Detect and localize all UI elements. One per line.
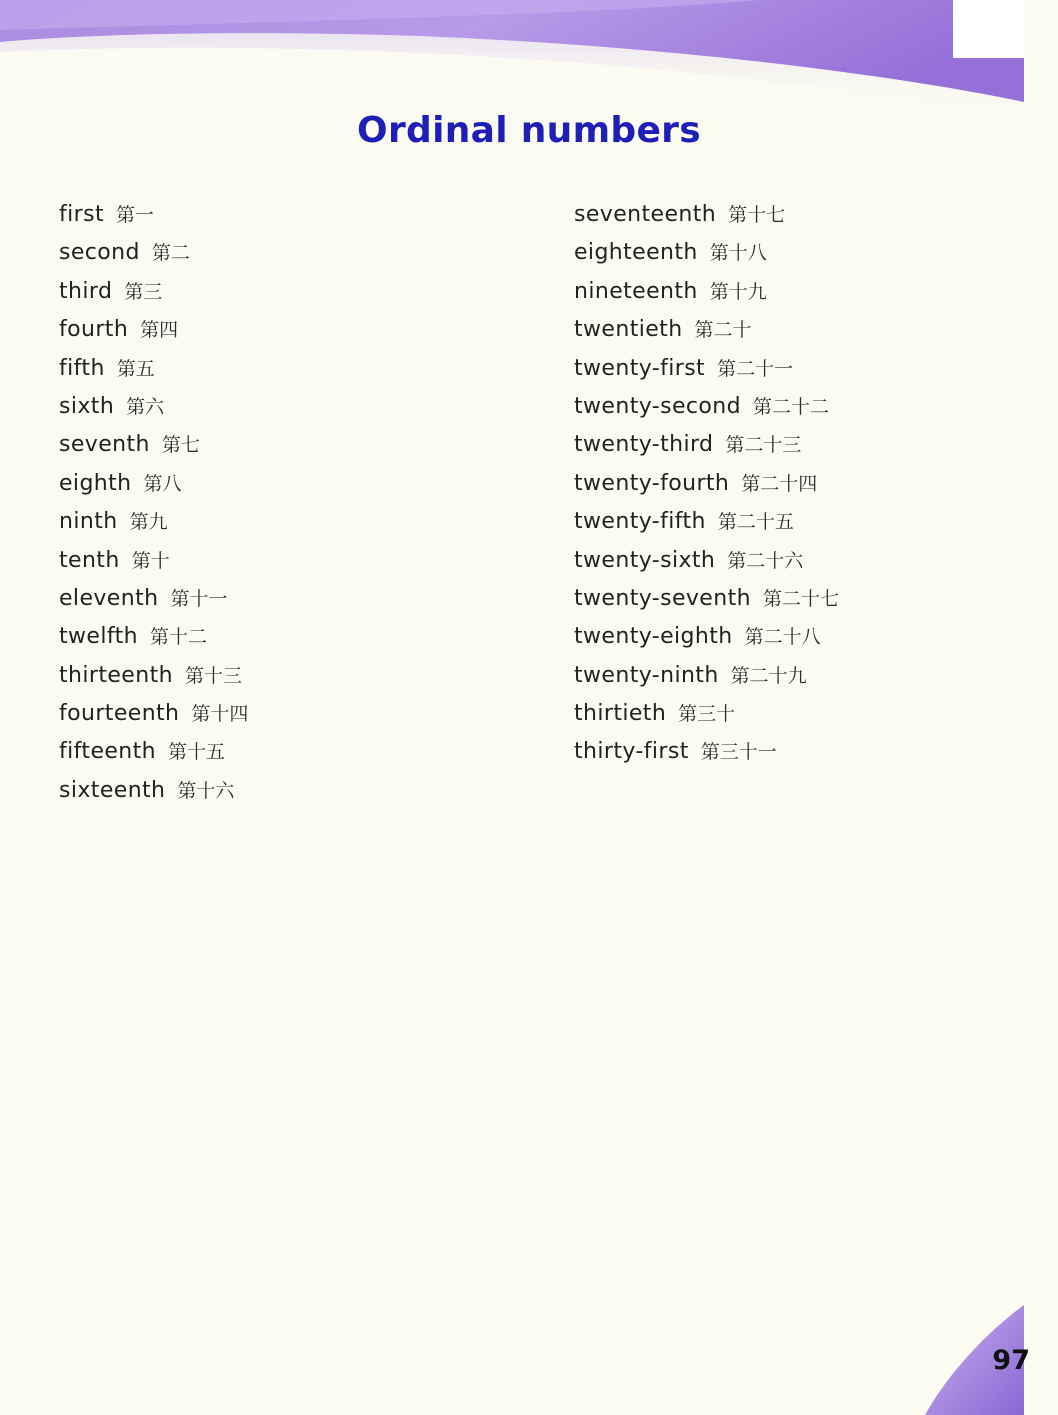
ordinal-chinese: 第十四 bbox=[191, 703, 249, 726]
ordinal-english: seventeenth bbox=[574, 202, 717, 227]
ordinal-chinese: 第十七 bbox=[728, 204, 786, 226]
ordinal-chinese: 第六 bbox=[126, 395, 165, 418]
ordinal-english: twenty-sixth bbox=[574, 547, 716, 573]
ordinal-chinese: 第三十一 bbox=[700, 741, 777, 764]
ordinal-entry bbox=[574, 657, 839, 695]
ordinal-english: sixth bbox=[59, 393, 115, 419]
ordinal-chinese: 第十二 bbox=[150, 626, 208, 649]
ordinal-english: tenth bbox=[59, 547, 120, 573]
ordinal-entry bbox=[59, 542, 248, 580]
ordinal-english: eighth bbox=[59, 470, 132, 496]
ordinal-chinese: 第二十三 bbox=[725, 434, 802, 457]
ordinal-english: thirtieth bbox=[574, 701, 667, 727]
ordinal-entry bbox=[574, 350, 839, 388]
ordinal-chinese: 第四 bbox=[140, 319, 179, 342]
ordinal-entry bbox=[59, 772, 248, 810]
ordinal-entry bbox=[59, 311, 248, 349]
ordinal-chinese: 第二十八 bbox=[744, 626, 821, 649]
ordinal-entry bbox=[59, 618, 248, 656]
ordinal-entry bbox=[574, 503, 839, 541]
ordinal-entry bbox=[59, 196, 248, 234]
ordinal-english: twenty-ninth bbox=[574, 662, 719, 688]
ordinal-english: twelfth bbox=[59, 624, 138, 650]
page-title: Ordinal numbers bbox=[357, 110, 701, 151]
ordinal-chinese: 第二十 bbox=[694, 319, 752, 342]
ordinal-entry bbox=[574, 234, 839, 272]
ordinal-entry bbox=[574, 618, 839, 656]
ordinal-chinese: 第二十九 bbox=[730, 664, 807, 687]
ordinal-english: twenty-first bbox=[574, 355, 706, 381]
ordinal-entry bbox=[59, 388, 248, 426]
ordinal-entry bbox=[59, 234, 248, 272]
ordinal-chinese: 第十五 bbox=[168, 741, 226, 764]
ordinal-english: third bbox=[59, 278, 113, 304]
ordinal-entry bbox=[574, 311, 839, 349]
ordinal-entry bbox=[59, 465, 248, 503]
ordinal-english: twenty-fifth bbox=[574, 509, 706, 535]
ordinal-english: twentieth bbox=[574, 317, 683, 343]
ordinal-english: fifth bbox=[59, 355, 105, 381]
ordinal-chinese: 第二十一 bbox=[717, 357, 794, 380]
ordinal-entry bbox=[574, 196, 839, 234]
ordinal-entry bbox=[59, 733, 248, 771]
ordinal-english: twenty-third bbox=[574, 432, 714, 458]
ordinal-english: thirty-first bbox=[574, 739, 689, 765]
ordinal-english: fourteenth bbox=[59, 701, 180, 727]
ordinal-chinese: 第十六 bbox=[177, 779, 235, 802]
ordinal-english: sixteenth bbox=[59, 777, 166, 803]
page-corner-blank bbox=[953, 0, 1024, 58]
ordinal-chinese: 第十 bbox=[131, 549, 170, 572]
ordinal-entry bbox=[574, 733, 839, 771]
ordinal-english: fifteenth bbox=[59, 739, 157, 765]
ordinal-english: ninth bbox=[59, 509, 118, 535]
ordinal-english: second bbox=[59, 240, 140, 266]
ordinal-chinese: 第十一 bbox=[170, 587, 228, 610]
ordinal-list-left bbox=[59, 196, 248, 810]
ordinal-english: nineteenth bbox=[574, 278, 698, 304]
ordinal-entry bbox=[574, 273, 839, 311]
ordinal-entry bbox=[59, 695, 248, 733]
ordinal-entry bbox=[574, 695, 839, 733]
ordinal-chinese: 第十九 bbox=[709, 280, 767, 303]
ordinal-entry bbox=[59, 350, 248, 388]
ordinal-chinese: 第二十六 bbox=[727, 549, 804, 572]
ordinal-entry bbox=[574, 426, 839, 464]
ordinal-english: thirteenth bbox=[59, 662, 173, 688]
ordinal-entry bbox=[574, 542, 839, 580]
ordinal-entry bbox=[574, 388, 839, 426]
ordinal-chinese: 第二 bbox=[151, 242, 190, 265]
ordinal-chinese: 第二十七 bbox=[762, 587, 839, 610]
ordinal-entry bbox=[574, 465, 839, 503]
ordinal-english: twenty-seventh bbox=[574, 585, 751, 611]
ordinal-chinese: 第十八 bbox=[709, 242, 767, 265]
ordinal-chinese: 第三十 bbox=[678, 703, 736, 726]
ordinal-chinese: 第二十二 bbox=[752, 395, 829, 418]
ordinal-chinese: 第十三 bbox=[184, 664, 242, 687]
ordinal-english: eleventh bbox=[59, 585, 159, 611]
ordinal-entry bbox=[59, 426, 248, 464]
ordinal-chinese: 第八 bbox=[143, 472, 182, 495]
ordinal-entry bbox=[59, 273, 248, 311]
ordinal-chinese: 第九 bbox=[129, 511, 168, 534]
ordinal-chinese: 第二十四 bbox=[741, 472, 818, 495]
ordinal-chinese: 第二十五 bbox=[717, 511, 794, 534]
ordinal-list-right bbox=[574, 196, 839, 772]
ordinal-english: eighteenth bbox=[574, 240, 698, 266]
ordinal-english: twenty-second bbox=[574, 393, 741, 419]
ordinal-english: twenty-eighth bbox=[574, 624, 733, 650]
ordinal-entry bbox=[574, 580, 839, 618]
ordinal-english: seventh bbox=[59, 432, 150, 458]
ordinal-chinese: 第三 bbox=[124, 280, 163, 303]
ordinal-entry bbox=[59, 580, 248, 618]
ordinal-chinese: 第七 bbox=[161, 434, 200, 457]
page-number: 97 bbox=[992, 1345, 1030, 1376]
ordinal-entry bbox=[59, 657, 248, 695]
ordinal-chinese: 第一 bbox=[116, 204, 155, 226]
ordinal-english: fourth bbox=[59, 317, 129, 343]
ordinal-chinese: 第五 bbox=[116, 357, 155, 380]
ordinal-english: first bbox=[59, 202, 104, 227]
ordinal-entry bbox=[59, 503, 248, 541]
ordinal-english: twenty-fourth bbox=[574, 470, 730, 496]
